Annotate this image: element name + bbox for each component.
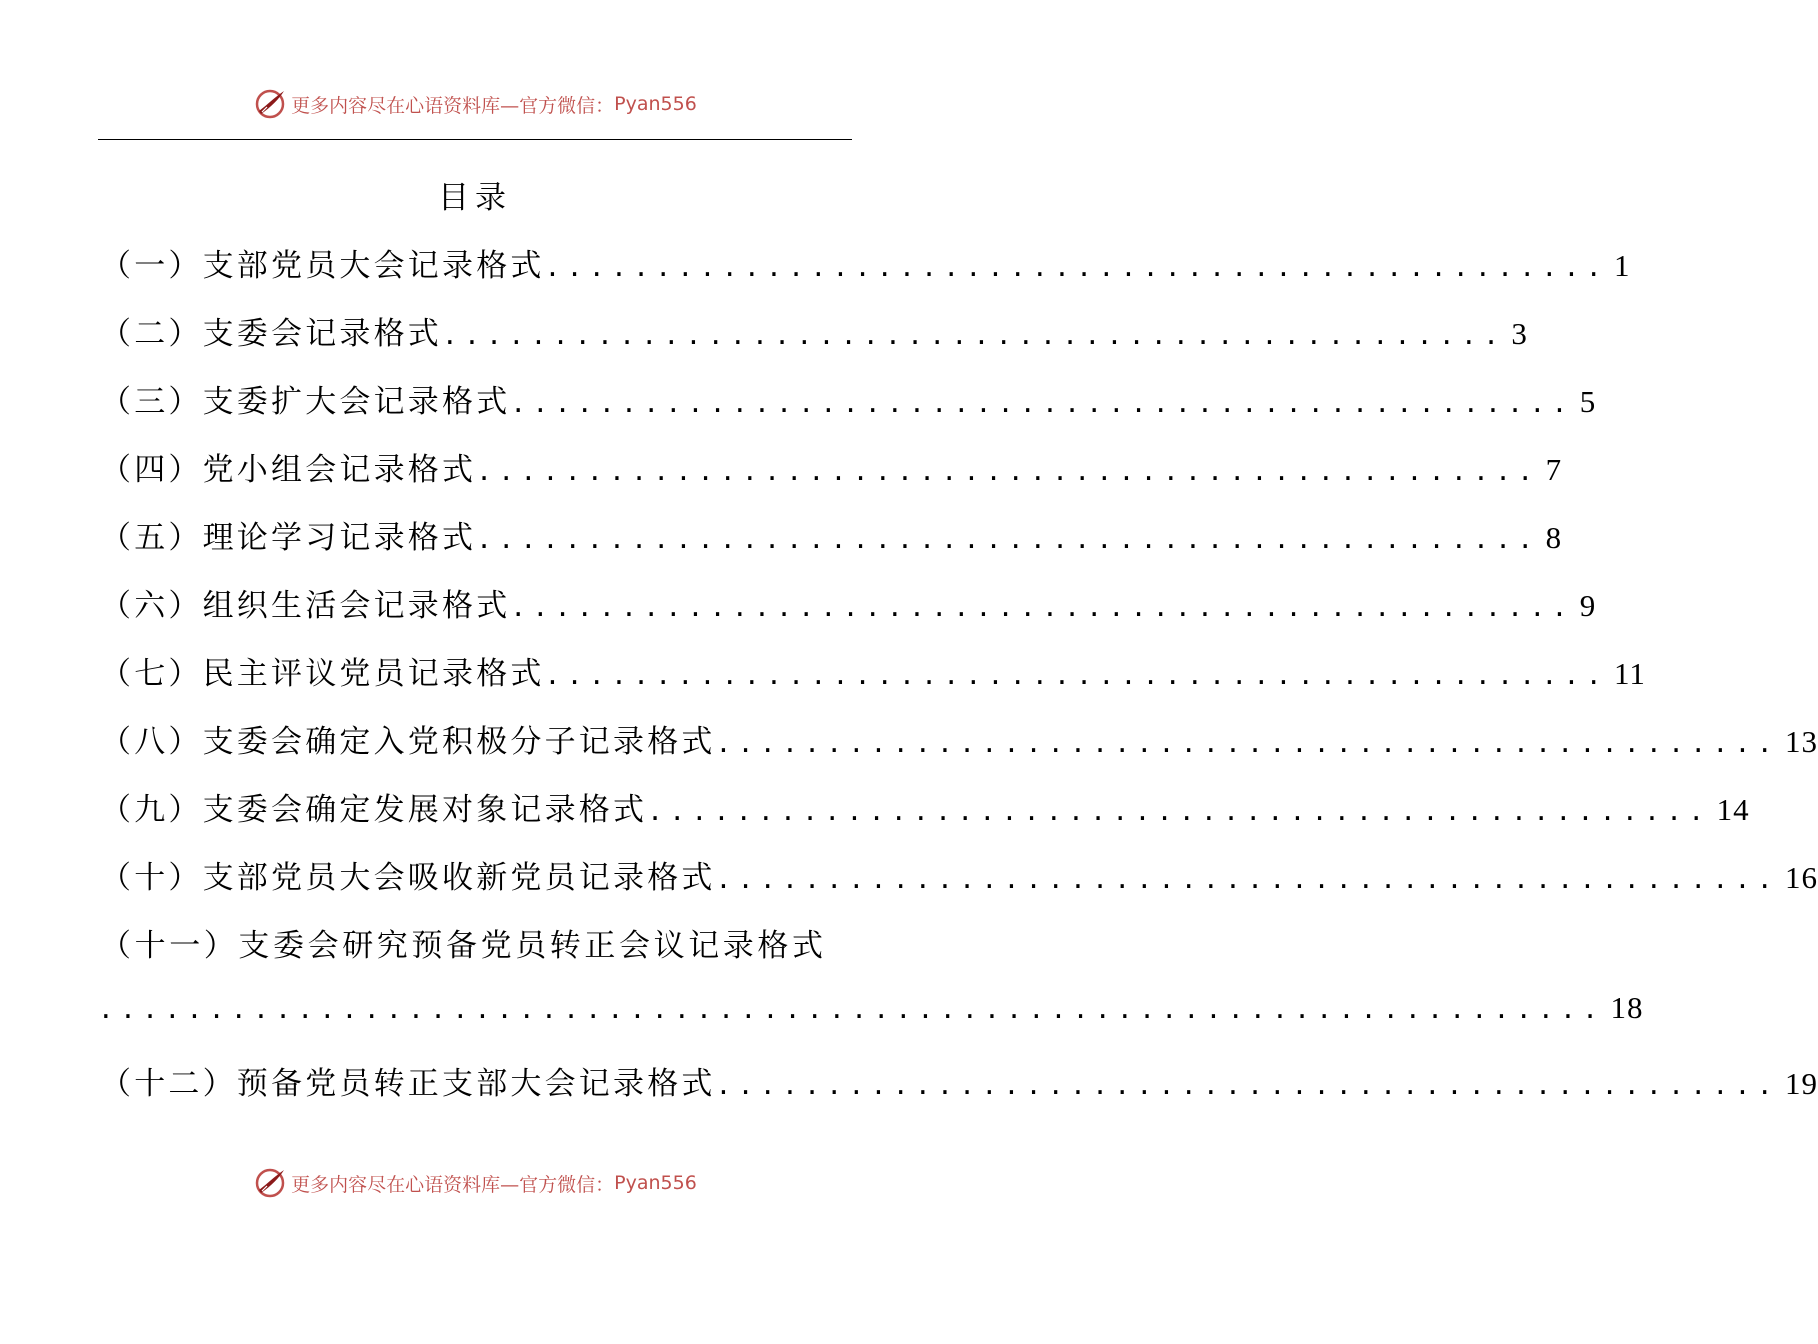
footer-banner [0, 1163, 950, 1203]
toc-entry-label: （八）支委会确定入党积极分子记录格式 [100, 724, 716, 760]
toc-entry[interactable] [100, 920, 840, 964]
banner-text: 更多内容尽在心语资料库—官方微信： [291, 94, 615, 117]
toc-entry[interactable] [100, 376, 1597, 420]
toc-entry[interactable] [100, 240, 1631, 284]
toc-leader-dots: ................................................ [544, 253, 1608, 283]
toc-entry[interactable] [100, 852, 1818, 896]
toc-entry-page: 11 [1613, 656, 1646, 691]
toc-entry-label: （四）党小组会记录格式 [100, 452, 477, 488]
toc-leader-dots: ................................................ [715, 729, 1779, 759]
header-banner [0, 84, 950, 124]
toc-leader-dots: ................................................ [510, 593, 1574, 623]
toc-entry-page: 9 [1579, 588, 1597, 623]
toc-entry-label: （十二）预备党员转正支部大会记录格式 [100, 1066, 716, 1102]
toc-entry[interactable] [100, 1058, 1818, 1102]
toc-entry-continuation[interactable] [98, 990, 1644, 1034]
quill-logo-icon [253, 1166, 287, 1200]
toc-entry[interactable] [100, 580, 1597, 624]
page-title: 目录 [438, 180, 512, 216]
toc-entry-page: 8 [1545, 520, 1563, 555]
toc-entry-label: （三）支委扩大会记录格式 [100, 384, 511, 420]
header-rule [98, 139, 852, 140]
toc-leader-dots: ................................................ [476, 525, 1540, 555]
toc-entry[interactable] [100, 648, 1646, 692]
toc-entry-label: （二）支委会记录格式 [100, 316, 442, 352]
toc-leader-dots: ................................................ [715, 865, 1779, 895]
toc-entry-page: 19 [1784, 1066, 1818, 1101]
toc-entry[interactable] [100, 716, 1818, 760]
toc-leader-dots: ................................................ [510, 389, 1574, 419]
toc-entry-label: （十）支部党员大会吸收新党员记录格式 [100, 860, 716, 896]
toc-entry[interactable] [100, 512, 1563, 556]
toc-entry-page: 14 [1716, 792, 1750, 827]
toc-leader-dots: ................................................ [715, 1071, 1779, 1101]
toc-entry-page: 3 [1511, 316, 1528, 351]
banner-text: 更多内容尽在心语资料库—官方微信： [291, 1173, 615, 1196]
toc-entry[interactable] [100, 784, 1750, 828]
toc-leader-dots: .................................................................... [98, 995, 1605, 1025]
toc-leader-dots: ................................................ [544, 661, 1608, 691]
toc-entry-label: （七）民主评议党员记录格式 [100, 656, 545, 692]
toc-entry-page: 16 [1784, 860, 1818, 895]
toc-entry-label: （五）理论学习记录格式 [100, 520, 477, 556]
toc-entry-page: 7 [1545, 452, 1563, 487]
toc-entry-label: （十一）支委会研究预备党员转正会议记录格式 [100, 928, 827, 964]
toc-entry[interactable] [100, 444, 1563, 488]
toc-entry-label: （六）组织生活会记录格式 [100, 588, 511, 624]
toc-entry-page: 18 [1610, 990, 1644, 1025]
toc-entry-page: 13 [1784, 724, 1818, 759]
toc-leader-dots: ................................................ [442, 321, 1506, 351]
toc-entry-page: 5 [1579, 384, 1597, 419]
banner-wechat-id: Pyan556 [614, 1172, 697, 1194]
toc-leader-dots: ................................................ [476, 457, 1540, 487]
toc-entry-label: （九）支委会确定发展对象记录格式 [100, 792, 648, 828]
toc-entry-label: （一）支部党员大会记录格式 [100, 248, 545, 284]
toc-entry[interactable] [100, 308, 1528, 352]
toc-entry-page: 1 [1613, 248, 1631, 283]
banner-wechat-id: Pyan556 [614, 93, 697, 115]
quill-logo-icon [253, 87, 287, 121]
toc-leader-dots: ................................................ [647, 797, 1711, 827]
